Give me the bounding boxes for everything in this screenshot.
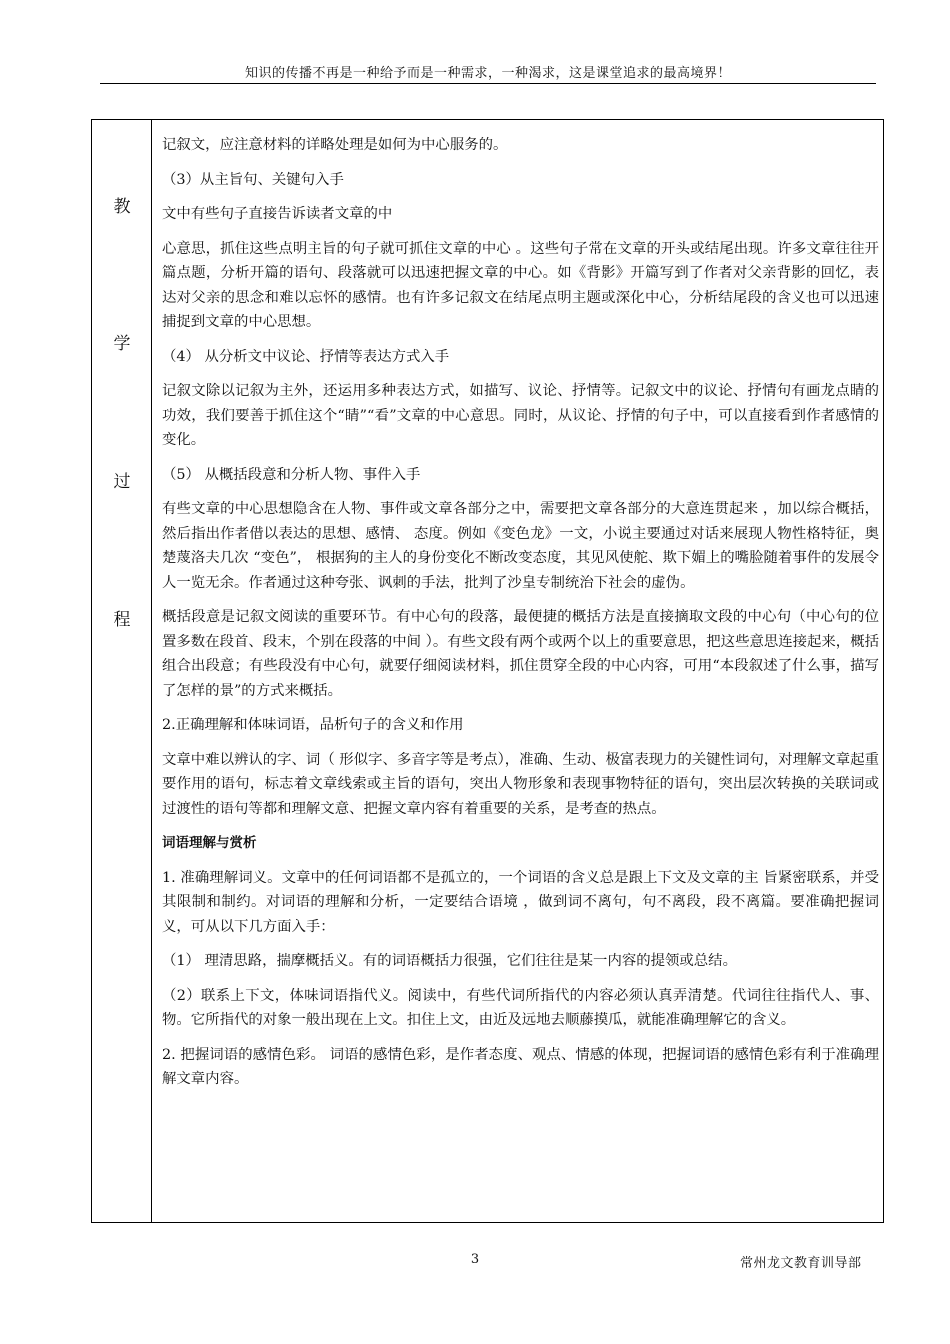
paragraph: （4） 从分析文中议论、抒情等表达方式入手 — [162, 348, 450, 365]
side-label-char: 过 — [113, 472, 131, 492]
paragraph: 2.正确理解和体味词语，品析句子的含义和作用 — [162, 717, 464, 733]
paragraph: （2）联系上下文，体味词语指代义。阅读中，有些代词所指代的内容必须认真弄清楚。代词往往指代人、事、物。它所指代的对象一般出现在上文。扣住上文，由近及远地去顺藤摸瓜，就能准确理解它的含义。 — [162, 987, 879, 1028]
paragraph: 概括段意是记叙文阅读的重要环节。有中心句的段落，最便捷的概括方法是直接摘取文段的中心句（中心句的位置多数在段首、段末，个别在段落的中间 ）。有些文段有两个或两个以上的重要意思，把这些意思连接起来，概括组合出段意；有些段没有中心句，就要仔细阅读材料，抓住贯穿全段的中心内容，可用“本段叙述了什么事，描写了怎样的景”的方式来概括。 — [162, 609, 879, 699]
footer-organization: 常州龙文教育训导部 — [740, 1256, 862, 1271]
paragraph: （3）从主旨句、关键句入手 — [162, 171, 344, 188]
side-label-char: 程 — [113, 610, 131, 630]
lesson-content — [162, 133, 879, 1102]
paragraph: 记叙文除以记叙为主外，还运用多种表达方式，如描写、议论、抒情等。记叙文中的议论、抒情句有画龙点睛的功效，我们要善于抓住这个“睛”“看”文章的中心意思。同时，从议论、抒情的句子中，可以直接看到作者感情的变化。 — [162, 383, 879, 448]
side-label-char: 学 — [113, 334, 131, 354]
section-heading: 词语理解与赏析 — [162, 835, 257, 851]
page-number: 3 — [470, 1252, 480, 1267]
header-slogan: 知识的传播不再是一种给予而是一种需求，一种渴求，这是课堂追求的最高境界！ — [244, 66, 731, 81]
header-rule — [100, 83, 876, 84]
paragraph: 记叙文，应注意材料的详略处理是如何为中心服务的。 — [162, 137, 508, 153]
paragraph: 有些文章的中心思想隐含在人物、事件或文章各部分之中，需要把文章各部分的大意连贯起来 ，加以综合概括，然后指出作者借以表达的思想、感情、 态度。例如《变色龙》一文，小说主要通过对话来展现人物性格特征，奥楚蔑洛夫几次 “变色”， 根据狗的主人的身份变化不断改变态度，其见风使舵、欺下媚上的嘴脸随着事件的发展令人一览无余。作者通过这种夸张、讽刺的手法，批判了沙皇专制统治下社会的虚伪。 — [162, 501, 879, 591]
paragraph: 心意思，抓住这些点明主旨的句子就可抓住文章的中心 。这些句子常在文章的开头或结尾出现。许多文章往往开篇点题，分析开篇的语句、段落就可以迅速把握文章的中心。如《背影》开篇写到了作者对父亲背影的回忆，表达对父亲的思念和难以忘怀的感情。也有许多记叙文在结尾点明主题或深化中心，分析结尾段的含义也可以迅速捕捉到文章的中心思想。 — [162, 240, 879, 330]
paragraph: 1. 准确理解词义。文章中的任何词语都不是孤立的，一个词语的含义总是跟上下文及文章的主 旨紧密联系，并受其限制和制约。对词语的理解和分析，一定要结合语境 ，做到词不离句，句不离段，段不离篇。要准确把握词义，可从以下几方面入手： — [162, 869, 879, 935]
paragraph: （5） 从概括段意和分析人物、事件入手 — [162, 466, 421, 483]
paragraph: 2. 把握词语的感情色彩。 词语的感情色彩，是作者态度、观点、情感的体现，把握词语的感情色彩有利于准确理解文章内容。 — [162, 1046, 879, 1087]
paragraph: 文章中难以辨认的字、词（ 形似字、多音字等是考点），准确、生动、极富表现力的关键性词句，对理解文章起重要作用的语句，标志着文章线索或主旨的语句，突出人物形象和表现事物特征的语句，突出层次转换的关联词或过渡性的语句等都和理解文意、把握文章内容有着重要的关系，是考查的热点。 — [162, 751, 879, 817]
paragraph: 文中有些句子直接告诉读者文章的中 — [162, 206, 393, 222]
side-label-column — [92, 120, 152, 1222]
lesson-table — [91, 119, 884, 1223]
paragraph: （1） 理清思路，揣摩概括义。有的词语概括力很强，它们往往是某一内容的提领或总结。 — [162, 953, 737, 969]
side-label-char: 教 — [113, 197, 131, 217]
